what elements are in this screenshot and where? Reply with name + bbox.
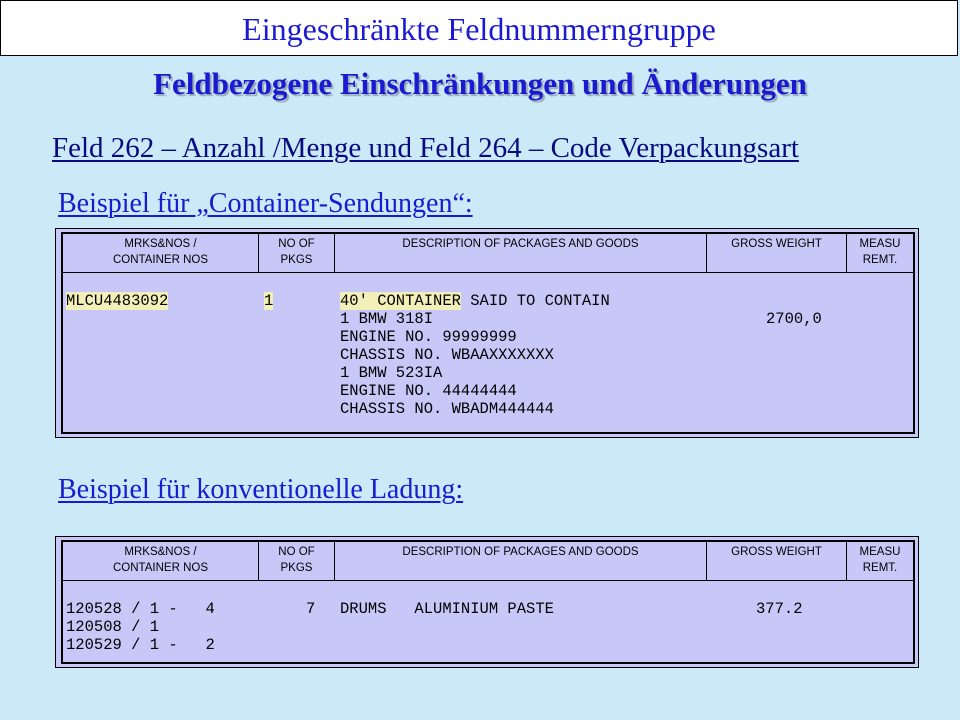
marks-line[interactable]: 120529 / 1 - 2 <box>66 636 215 654</box>
col-header-measurement: MEASU REMT. <box>859 546 901 574</box>
container-number[interactable]: MLCU4483092 <box>66 292 169 310</box>
col-header-measurement: MEASU REMT. <box>859 238 901 266</box>
field-heading: Feld 262 – Anzahl /Menge und Feld 264 – Code Verpackungsart <box>52 132 799 164</box>
container-desc-line[interactable]: 1 BMW 523IA <box>340 364 443 382</box>
header-divider <box>63 580 913 581</box>
col-header-pkgs: NO OF PKGS <box>259 542 335 580</box>
container-desc-line[interactable]: ENGINE NO. 44444444 <box>340 382 517 400</box>
conventional-pkgs[interactable]: 7 <box>306 600 316 618</box>
container-form-frame <box>61 232 915 434</box>
col-header-description: DESCRIPTION OF PACKAGES AND GOODS <box>335 542 707 580</box>
conventional-gross-weight[interactable]: 377.2 <box>756 600 803 618</box>
col-header-marks: MRKS&NOS / CONTAINER NOS <box>63 542 259 580</box>
col-header-marks: MRKS&NOS / CONTAINER NOS <box>63 234 259 272</box>
conventional-description[interactable]: DRUMS ALUMINIUM PASTE <box>340 600 554 618</box>
container-pkgs[interactable]: 1 <box>264 292 274 310</box>
col-header-pkgs: NO OF PKGS <box>259 234 335 272</box>
container-gross-weight[interactable]: 2700,0 <box>766 310 822 328</box>
col-header-gross-weight: GROSS WEIGHT <box>707 542 847 580</box>
marks-line[interactable]: 120508 / 1 <box>66 618 160 636</box>
conventional-form-frame <box>61 540 915 664</box>
marks-line[interactable]: 120528 / 1 - 4 <box>66 600 215 618</box>
container-desc-first-line[interactable]: 40' CONTAINER SAID TO CONTAIN <box>340 292 610 310</box>
container-desc-line[interactable]: 1 BMW 318I <box>340 310 434 328</box>
conventional-form <box>55 536 919 668</box>
subtitle: Feldbezogene Einschränkungen und Änderungen <box>153 66 807 101</box>
slide-title: Eingeschränkte Feldnummerngruppe <box>242 11 716 47</box>
conventional-example-heading: Beispiel für konventionelle Ladung: <box>58 474 464 505</box>
col-header-gross-weight: GROSS WEIGHT <box>707 234 847 272</box>
container-desc-line[interactable]: ENGINE NO. 99999999 <box>340 328 517 346</box>
title-box <box>0 0 958 56</box>
container-desc-line[interactable]: CHASSIS NO. WBAAXXXXXXX <box>340 346 554 364</box>
container-example-heading: Beispiel für „Container-Sendungen“: <box>58 188 473 219</box>
header-divider <box>63 272 913 273</box>
container-form <box>55 228 919 438</box>
container-desc-line[interactable]: CHASSIS NO. WBADM444444 <box>340 400 554 418</box>
col-header-description: DESCRIPTION OF PACKAGES AND GOODS <box>335 234 707 272</box>
